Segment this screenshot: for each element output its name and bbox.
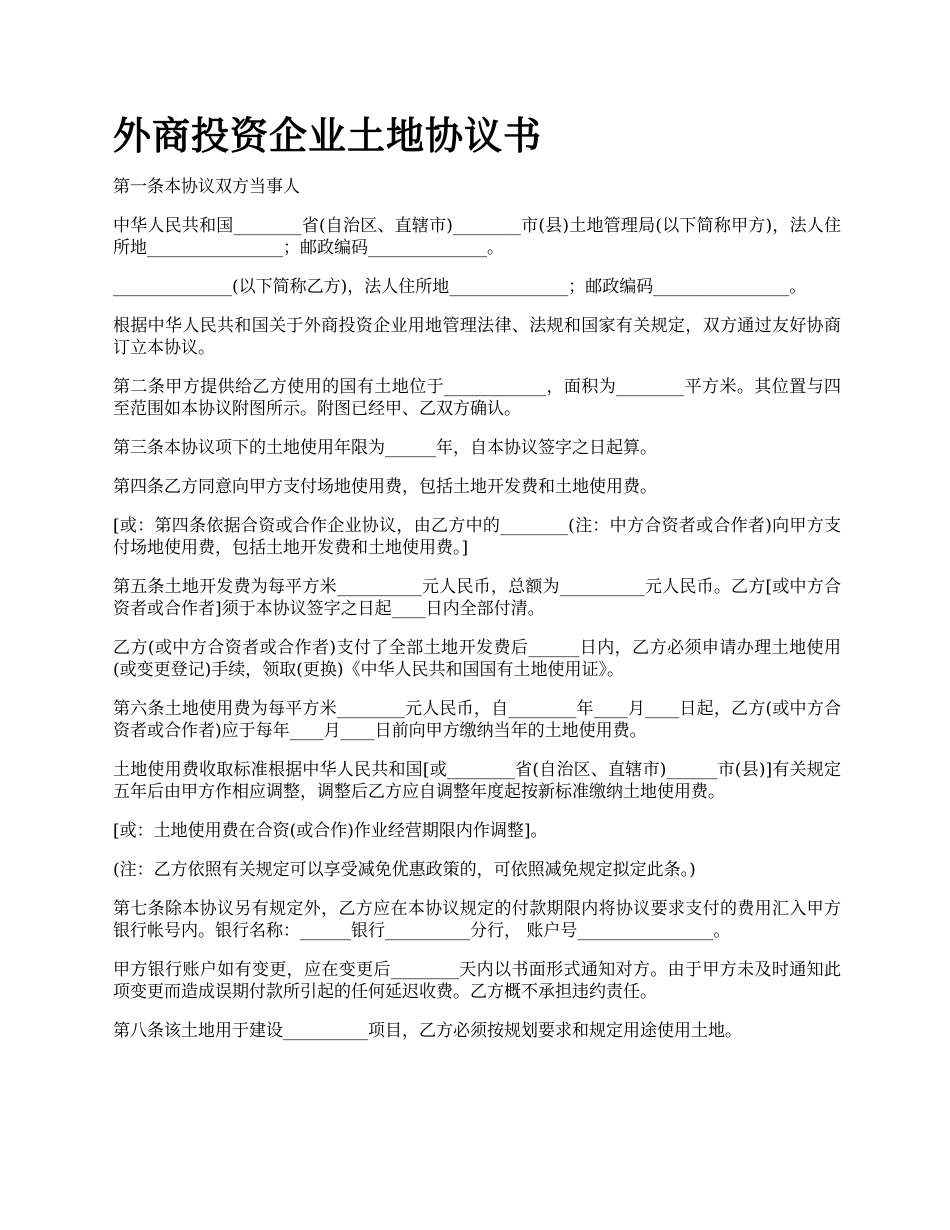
article-5-clause: 第五条土地开发费为每平方米__________元人民币，总额为__________元人民币。乙方[或中方合资者或合作者]须于本协议签字之日起____日内全部付清。 [113,577,841,619]
article-2-clause: 第二条甲方提供给乙方使用的国有土地位于____________，面积为________平方米。其位置与四至范围如本协议附图所示。附图已经甲、乙双方确认。 [113,377,841,419]
document-page [113,112,841,1059]
document-title: 外商投资企业土地协议书 [113,113,543,158]
article-8-clause: 第八条该土地用于建设__________项目，乙方必须按规划要求和规定用途使用土地。 [113,1021,742,1041]
article-6-clause: 第六条土地使用费为每平方米________元人民币，自________年____月____日起，乙方(或中方合资者或合作者)应于每年____月____日前向甲方缴纳当年的土地使用费。 [113,699,841,741]
party-b-clause: ______________(以下简称乙方)，法人住所地______________；邮政编码________________。 [113,277,807,297]
article-7-account-change: 甲方银行账户如有变更，应在变更后________天内以书面形式通知对方。由于甲方未及时通知此项变更而造成误期付款所引起的任何延迟收费。乙方概不承担违约责任。 [113,960,841,1002]
article-7-clause: 第七条除本协议另有规定外，乙方应在本协议规定的付款期限内将协议要求支付的费用汇入甲方银行帐号内。银行名称：______银行__________分行， 账户号________________。 [113,899,841,941]
party-a-clause: 中华人民共和国________省(自治区、直辖市)________市(县)土地管理局(以下简称甲方)，法人住所地________________；邮政编码______________。 [113,216,841,258]
article-4-clause: 第四条乙方同意向甲方支付场地使用费，包括土地开发费和土地使用费。 [113,477,657,497]
article-4-alternative: [或：第四条依据合资或合作企业协议，由乙方中的________(注：中方合资者或合作者)向甲方支付场地使用费，包括土地开发费和土地使用费。] [113,516,841,558]
preamble-clause: 根据中华人民共和国关于外商投资企业用地管理法律、法规和国家有关规定，双方通过友好协商订立本协议。 [113,316,841,358]
article-6-alternative: [或：土地使用费在合资(或合作)作业经营期限内作调整]。 [113,821,548,841]
article-6-note: (注：乙方依照有关规定可以享受减免优惠政策的，可依照减免规定拟定此条。) [113,860,696,880]
article-5-registration: 乙方(或中方合资者或合作者)支付了全部土地开发费后______日内，乙方必须申请办理土地使用(或变更登记)手续，领取(更换)《中华人民共和国国有土地使用证》。 [113,638,841,680]
article-3-clause: 第三条本协议项下的土地使用年限为______年，自本协议签字之日起算。 [113,438,657,458]
article-1-heading: 第一条本协议双方当事人 [113,177,300,197]
article-6-adjustment: 土地使用费收取标准根据中华人民共和国[或________省(自治区、直辖市)______市(县)]有关规定五年后由甲方作相应调整，调整后乙方应自调整年度起按新标准缴纳土地使用费。 [113,760,841,802]
